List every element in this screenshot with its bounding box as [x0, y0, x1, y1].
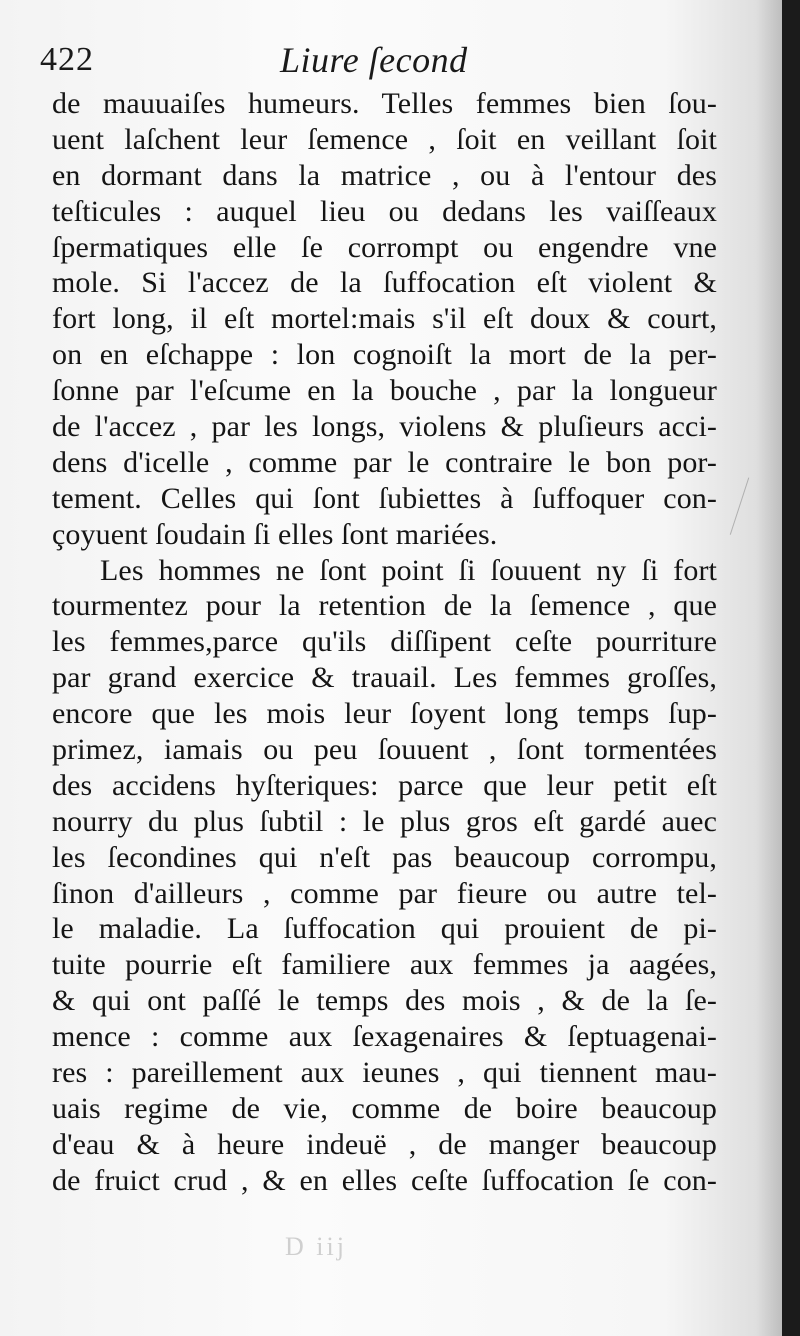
text-line: ſpermatiques elle ſe corrompt ou engendre vne	[52, 230, 717, 264]
page-header	[40, 34, 702, 86]
text-line: nourry du plus ſubtil : le plus gros eſt gardé auec	[52, 804, 717, 838]
text-line: on en eſchappe : lon cognoiſt la mort de la per-	[52, 338, 717, 372]
text-line: fort long, il eſt mortel:mais s'il eſt doux & court,	[52, 302, 717, 336]
text-line: les ſecondines qui n'eſt pas beaucoup corrompu,	[52, 840, 717, 874]
text-line: par grand exercice & trauail. Les femmes groſſes,	[52, 661, 717, 695]
text-line: de l'accez , par les longs, violens & pluſieurs acci-	[52, 410, 717, 444]
paragraph-end-line: çoyuent ſoudain ſi elles ſont mariées.	[52, 517, 498, 551]
signature-mark: D iij	[285, 1232, 347, 1261]
text-line: uent laſchent leur ſemence , ſoit en veillant ſoit	[52, 122, 717, 156]
text-line: tourmentez pour la retention de la ſemence , que	[52, 589, 717, 623]
text-line: le maladie. La ſuffocation qui prouient de pi-	[52, 912, 717, 946]
text-line: ſinon d'ailleurs , comme par fieure ou autre tel-	[52, 876, 717, 910]
text-line: dens d'icelle , comme par le contraire le bon por-	[52, 445, 717, 479]
body-text	[52, 86, 717, 1199]
text-line: de fruict crud , & en elles ceſte ſuffocation ſe con-	[52, 1163, 717, 1197]
text-line: ſonne par l'eſcume en la bouche , par la longueur	[52, 374, 717, 408]
text-line: res : pareillement aux ieunes , qui tiennent mau-	[52, 1056, 717, 1090]
text-line: & qui ont paſſé le temps des mois , & de la ſe-	[52, 984, 717, 1018]
text-line: encore que les mois leur ſoyent long temps ſup-	[52, 697, 717, 731]
text-line: primez, iamais ou peu ſouuent , ſont tormentées	[52, 733, 717, 767]
text-line: uais regime de vie, comme de boire beaucoup	[52, 1091, 717, 1125]
text-line: d'eau & à heure indeuë , de manger beaucoup	[52, 1127, 717, 1161]
text-line: des accidens hyſteriques: parce que leur petit eſt	[52, 768, 717, 802]
text-line: mence : comme aux ſexagenaires & ſeptuagenai-	[52, 1020, 717, 1054]
text-line: de mauuaiſes humeurs. Telles femmes bien ſou-	[52, 87, 717, 120]
page-number: 422	[40, 41, 94, 78]
running-head: Liure ſecond	[280, 40, 468, 80]
text-line: teſticules : auquel lieu ou dedans les vaiſſeaux	[52, 194, 717, 228]
paragraph-start-line: Les hommes ne ſont point ſi ſouuent ny ſi fort	[100, 553, 717, 587]
text-line: tement. Celles qui ſont ſubiettes à ſuffoquer con-	[52, 481, 717, 515]
text-line: mole. Si l'accez de la ſuffocation eſt violent &	[52, 266, 717, 300]
text-line: les femmes,parce qu'ils diſſipent ceſte pourriture	[52, 625, 717, 659]
text-line: tuite pourrie eſt familiere aux femmes ja aagées,	[52, 948, 717, 982]
text-line: en dormant dans la matrice , ou à l'entour des	[52, 158, 717, 192]
